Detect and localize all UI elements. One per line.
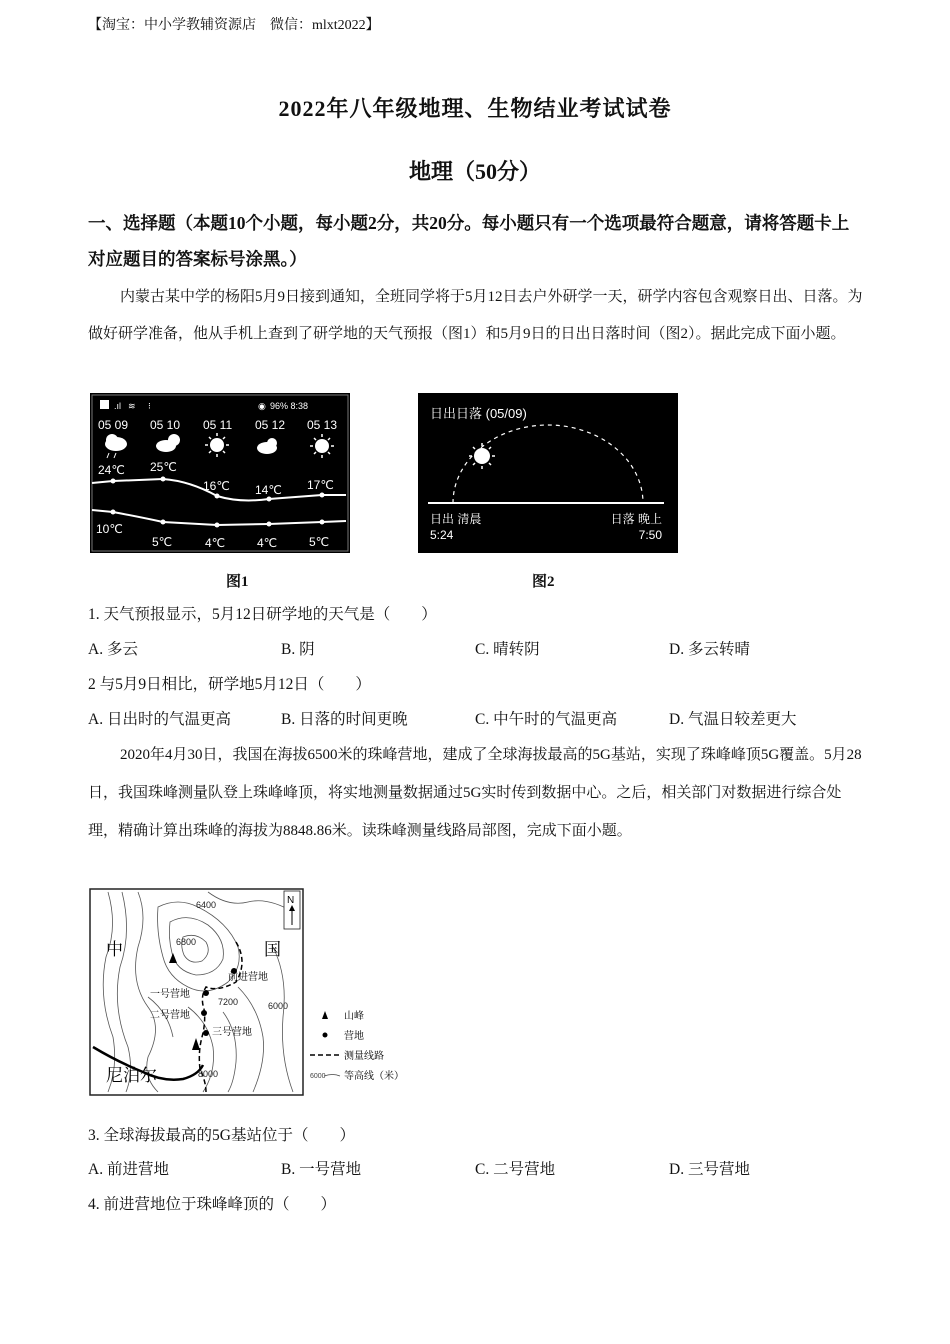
map-frame	[90, 889, 303, 1095]
signal-icon: .ıl	[114, 401, 122, 411]
q3-option-b: B. 一号营地	[281, 1161, 362, 1178]
q2-option-c: C. 中午时的气温更高	[475, 711, 618, 728]
question-3-stem: 3. 全球海拔最高的5G基站位于（ ）	[88, 1127, 355, 1144]
high-temp-point	[215, 494, 220, 499]
question-4-stem: 4. 前进营地位于珠峰峰顶的（ ）	[88, 1196, 337, 1213]
low-temp-point	[215, 523, 220, 528]
q2-option-a: A. 日出时的气温更高	[88, 711, 231, 728]
contour-legend-sample: 6000	[310, 1073, 326, 1080]
legend-item: 测量线路	[344, 1051, 384, 1062]
low-temp: 4℃	[205, 536, 226, 550]
low-temp-point	[111, 510, 116, 515]
q1-option-d: D. 多云转晴	[669, 641, 750, 658]
low-temp: 5℃	[309, 535, 330, 549]
camp-legend-icon	[323, 1033, 328, 1038]
q2-option-d: D. 气温日较差更大	[669, 711, 797, 728]
sun-panel-title: 日出日落 (05/09)	[430, 406, 527, 421]
low-temp-point	[267, 522, 272, 527]
high-temp-point	[161, 477, 166, 482]
legend-item: 等高线（米）	[344, 1071, 404, 1082]
high-temp: 24℃	[98, 463, 125, 477]
high-temp-point	[320, 493, 325, 498]
contour-label: 8000	[198, 1069, 219, 1079]
camp-label-1: 一号营地	[150, 989, 190, 1000]
peak-legend-icon	[322, 1011, 328, 1019]
status-right: 96% 8:38	[270, 401, 309, 411]
camp-label-3: 三号营地	[212, 1027, 252, 1038]
country-label-china: 国	[264, 940, 281, 959]
question-1-stem: 1. 天气预报显示，5月12日研学地的天气是（ ）	[88, 606, 437, 623]
date-label: 05 13	[307, 418, 338, 432]
date-label: 05 11	[203, 418, 233, 432]
camp-marker	[203, 990, 209, 996]
weather-forecast-figure	[90, 393, 350, 553]
low-temp-point	[161, 520, 166, 525]
north-arrow-icon	[284, 891, 300, 929]
low-temp: 4℃	[257, 536, 278, 550]
header-note: 【淘宝：中小学教辅资源店 微信：mlxt2022】	[88, 18, 380, 33]
eye-icon: ◉	[258, 401, 266, 411]
high-temp: 25℃	[150, 460, 177, 474]
camp-label-2: 二号营地	[150, 1010, 190, 1021]
country-label-china: 中	[106, 940, 123, 959]
figure-2-caption: 图2	[532, 574, 555, 590]
high-temp: 14℃	[255, 483, 282, 497]
question-2-stem: 2 与5月9日相比，研学地5月12日（ ）	[88, 676, 371, 693]
exam-title: 2022年八年级地理、生物结业考试试卷	[278, 96, 672, 121]
legend-item: 山峰	[344, 1011, 364, 1022]
contour-label: 7200	[218, 997, 239, 1007]
q3-option-c: C. 二号营地	[475, 1161, 556, 1178]
sim-icon	[100, 400, 109, 409]
sunrise-label: 日出 清晨	[430, 512, 482, 526]
country-label-nepal: 尼泊尔	[106, 1066, 157, 1085]
q1-option-c: C. 晴转阴	[475, 641, 540, 658]
north-label: N	[287, 895, 295, 906]
weather-panel-bg	[90, 393, 350, 553]
contour-legend-icon	[324, 1075, 340, 1077]
section-heading: 一、选择题（本题10个小题，每小题2分，共20分。每小题只有一个选项最符合题意，请将答题卡上对应题目的答案标号涂黑。）	[88, 213, 850, 269]
contour-label: 6000	[268, 1001, 289, 1011]
date-label: 05 12	[255, 418, 286, 432]
notification-icon: ⁝	[148, 401, 151, 411]
passage-2: 2020年4月30日，我国在海拔6500米的珠峰营地，建成了全球海拔最高的5G基站，实现了珠峰峰顶5G覆盖。5月28日，我国珠峰测量队登上珠峰峰顶，将实地测量数据通过5G实时传到数据中心。之后，相关部门对数据进行综合处理，精确计算出珠峰的海拔为8848.86米。读珠峰测量线路局部图，完成下面小题。	[88, 747, 862, 839]
date-label: 05 10	[150, 418, 181, 432]
map-legend	[310, 1009, 404, 1082]
low-temp: 5℃	[152, 535, 173, 549]
sunset-label: 日落 晚上	[610, 512, 662, 526]
low-temp: 10℃	[96, 522, 123, 536]
q2-option-b: B. 日落的时间更晚	[281, 711, 408, 728]
q1-option-b: B. 阴	[281, 641, 315, 658]
q3-option-d: D. 三号营地	[669, 1161, 750, 1178]
sunrise-sunset-figure	[418, 393, 678, 553]
camp-label-front: 前进营地	[228, 972, 268, 983]
contour-label: 6800	[176, 937, 197, 947]
high-temp-point	[111, 479, 116, 484]
high-temp: 17℃	[307, 478, 334, 492]
high-temp: 16℃	[203, 479, 230, 493]
high-temp-point	[267, 497, 272, 502]
sunrise-time: 5:24	[430, 528, 454, 542]
wifi-icon: ≋	[128, 401, 136, 411]
everest-route-map	[88, 887, 418, 1099]
camp-marker	[201, 1010, 207, 1016]
q3-option-a: A. 前进营地	[88, 1161, 169, 1178]
passage-1: 内蒙古某中学的杨阳5月9日接到通知，全班同学将于5月12日去户外研学一天，研学内容包含观察日出、日落。为做好研学准备，他从手机上查到了研学地的天气预报（图1）和5月9日的日出日落时间（图2）。据此完成下面小题。	[88, 289, 863, 342]
date-label: 05 09	[98, 418, 129, 432]
legend-item: 营地	[344, 1031, 364, 1042]
camp-marker	[203, 1030, 209, 1036]
q1-option-a: A. 多云	[88, 641, 138, 658]
contour-label: 6400	[196, 900, 217, 910]
exam-subtitle: 地理（50分）	[408, 159, 541, 184]
figure-1-caption: 图1	[226, 574, 249, 590]
low-temp-point	[320, 520, 325, 525]
sunset-time: 7:50	[638, 528, 662, 542]
